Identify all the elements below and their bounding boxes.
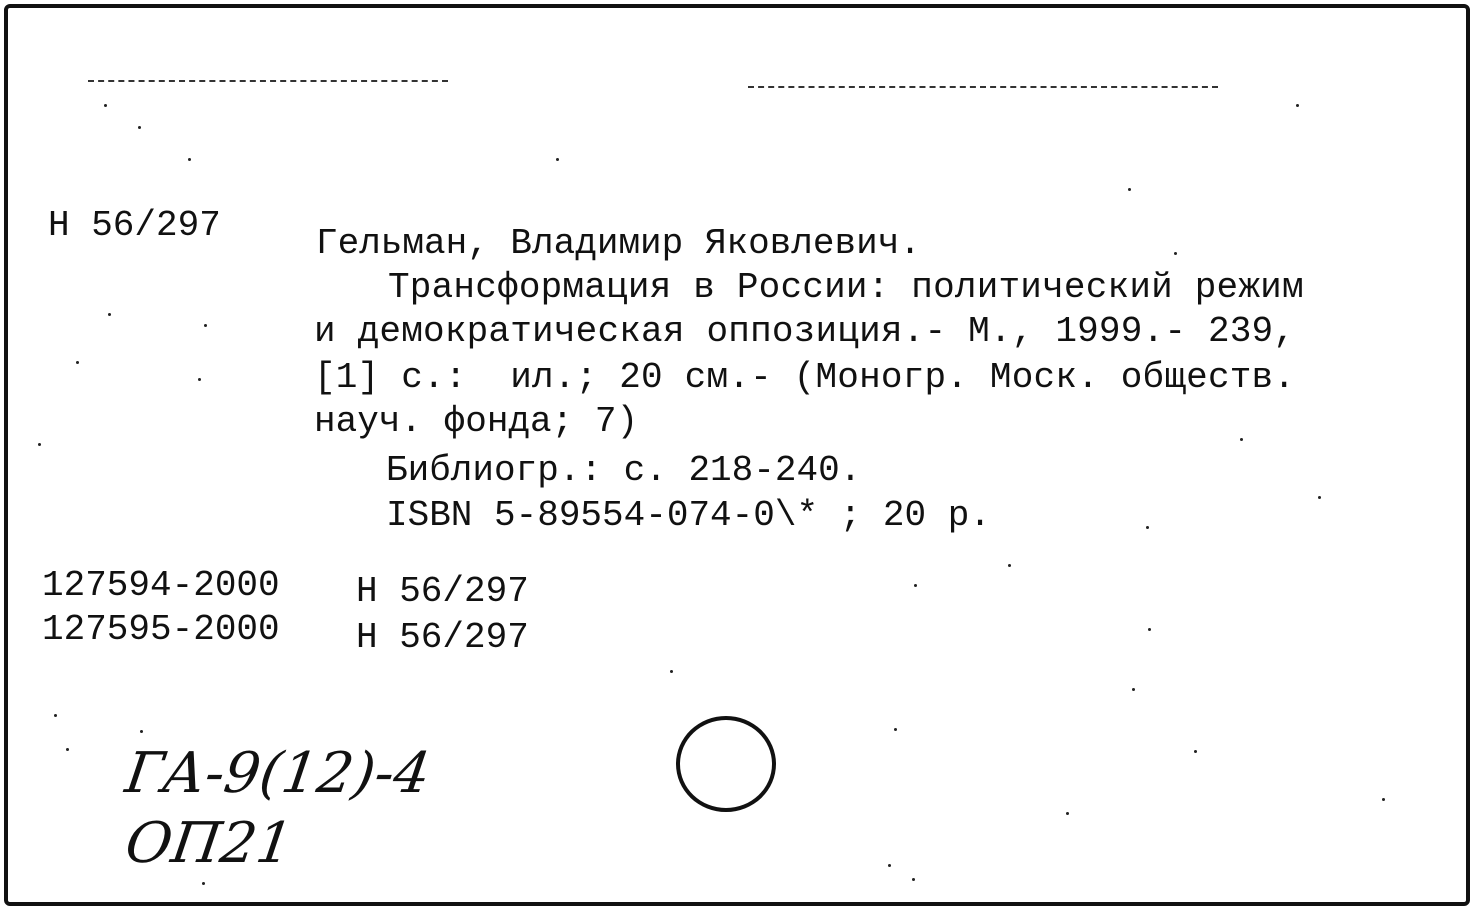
- inventory-shelf-1: Н 56/297: [356, 571, 529, 612]
- speck: [1382, 798, 1385, 801]
- catalog-card: [4, 4, 1470, 906]
- speck: [138, 126, 141, 129]
- call-number: Н 56/297: [48, 205, 221, 246]
- speck: [76, 361, 79, 364]
- speck: [104, 104, 107, 107]
- speck: [1146, 526, 1149, 529]
- speck: [108, 313, 111, 316]
- handwritten-line-1: ГА-9(12)-4: [121, 741, 435, 806]
- speck: [1128, 188, 1131, 191]
- speck: [1148, 628, 1151, 631]
- title-line-3: [1] с.: ил.; 20 см.- (Моногр. Моск. обществ.: [314, 357, 1296, 398]
- speck: [912, 878, 915, 881]
- speck: [140, 730, 143, 733]
- speck: [1174, 252, 1177, 255]
- top-rule-right: [748, 86, 1218, 88]
- speck: [1132, 688, 1135, 691]
- title-line-4: науч. фонда; 7): [314, 401, 639, 442]
- top-rule-left: [88, 80, 448, 82]
- speck: [198, 378, 201, 381]
- speck: [914, 584, 917, 587]
- inventory-shelf-2: Н 56/297: [356, 617, 529, 658]
- speck: [54, 714, 57, 717]
- inventory-number-2: 127595-2000: [42, 609, 280, 650]
- speck: [1240, 438, 1243, 441]
- title-line-1: Трансформация в России: политический режим: [388, 267, 1304, 308]
- speck: [556, 158, 559, 161]
- bibliography-note: Библиогр.: с. 218-240.: [386, 450, 862, 491]
- speck: [66, 748, 69, 751]
- speck: [1296, 104, 1299, 107]
- speck: [894, 728, 897, 731]
- author-heading: Гельман, Владимир Яковлевич.: [316, 223, 921, 264]
- isbn-line: ISBN 5-89554-074-0\* ; 20 р.: [386, 495, 991, 536]
- speck: [202, 882, 205, 885]
- speck: [188, 158, 191, 161]
- speck: [1194, 750, 1197, 753]
- speck: [1066, 812, 1069, 815]
- handwritten-line-2: ОП21: [121, 811, 297, 876]
- circle-stamp: [676, 716, 776, 812]
- inventory-number-1: 127594-2000: [42, 565, 280, 606]
- speck: [38, 443, 41, 446]
- speck: [1318, 496, 1321, 499]
- speck: [670, 670, 673, 673]
- speck: [888, 864, 891, 867]
- speck: [1008, 564, 1011, 567]
- title-line-2: и демократическая оппозиция.- М., 1999.- 239,: [314, 311, 1296, 352]
- speck: [204, 324, 207, 327]
